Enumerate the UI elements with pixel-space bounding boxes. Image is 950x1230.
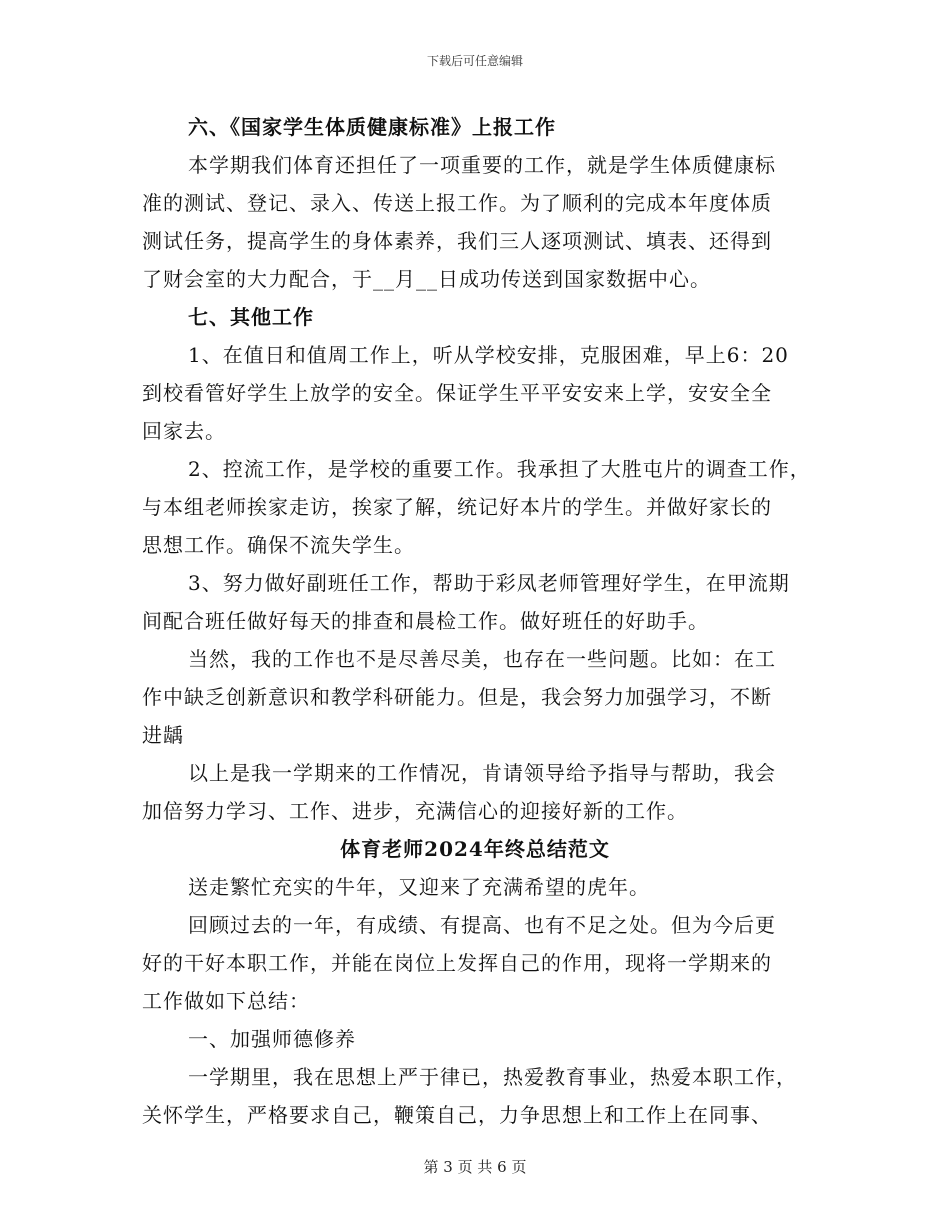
body-line: 2、控流工作，是学校的重要工作。我承担了大胜屯片的调查工作， [188,457,811,481]
page-header: 下载后可任意编辑 [426,54,523,68]
body-line: 本学期我们体育还担任了一项重要的工作，就是学生体质健康标 [188,153,776,177]
body-line: 以上是我一学期来的工作情况，肯请领导给予指导与帮助，我会 [188,761,776,785]
body-line: 加倍努力学习、工作、进步，充满信心的迎接好新的工作。 [142,799,688,823]
page-footer: 第 3 页 共 6 页 [423,1158,527,1176]
body-line: 与本组老师挨家走访，挨家了解，统记好本片的学生。并做好家长的 [142,495,772,519]
body-line: 思想工作。确保不流失学生。 [142,533,415,557]
body-line: 测试任务，提高学生的身体素养，我们三人逐项测试、填表、还得到 [142,229,772,253]
body-line: 准的测试、登记、录入、传送上报工作。为了顺利的完成本年度体质 [142,191,772,215]
body-line: 当然，我的工作也不是尽善尽美，也存在一些问题。比如：在工 [188,647,776,671]
body-line: 3、努力做好副班任工作，帮助于彩凤老师管理好学生，在甲流期 [188,571,790,595]
body-line: 一学期里，我在思想上严于律已，热爱教育事业，热爱本职工作， [188,1065,797,1089]
body-line: 送走繁忙充实的牛年，又迎来了充满希望的虎年。 [188,875,650,899]
section-heading-six: 六、《国家学生体质健康标准》上报工作 [188,115,556,139]
body-line: 回顾过去的一年，有成绩、有提高、也有不足之处。但为今后更 [188,913,776,937]
section-heading-one: 一、加强师德修养 [188,1027,356,1051]
body-line: 到校看管好学生上放学的安全。保证学生平平安安来上学，安安全全 [142,381,772,405]
body-line: 回家去。 [142,419,226,443]
article-title: 体育老师2024年终总结范文 [340,837,610,861]
body-line: 关怀学生，严格要求自己，鞭策自己，力争思想上和工作上在同事、 [142,1103,772,1127]
body-line: 间配合班任做好每天的排查和晨检工作。做好班任的好助手。 [142,609,709,633]
body-line: 好的干好本职工作，并能在岗位上发挥自己的作用，现将一学期来的 [142,951,772,975]
body-line: 作中缺乏创新意识和教学科研能力。但是，我会努力加强学习，不断 [142,685,772,709]
body-line: 进龋 [142,723,184,747]
body-line: 1、在值日和值周工作上，听从学校安排，克服困难，早上6：20 [188,343,789,367]
body-line: 工作做如下总结： [142,989,310,1013]
section-heading-seven: 七、其他工作 [188,305,314,329]
body-line: 了财会室的大力配合，于__月__日成功传送到国家数据中心。 [142,267,711,291]
